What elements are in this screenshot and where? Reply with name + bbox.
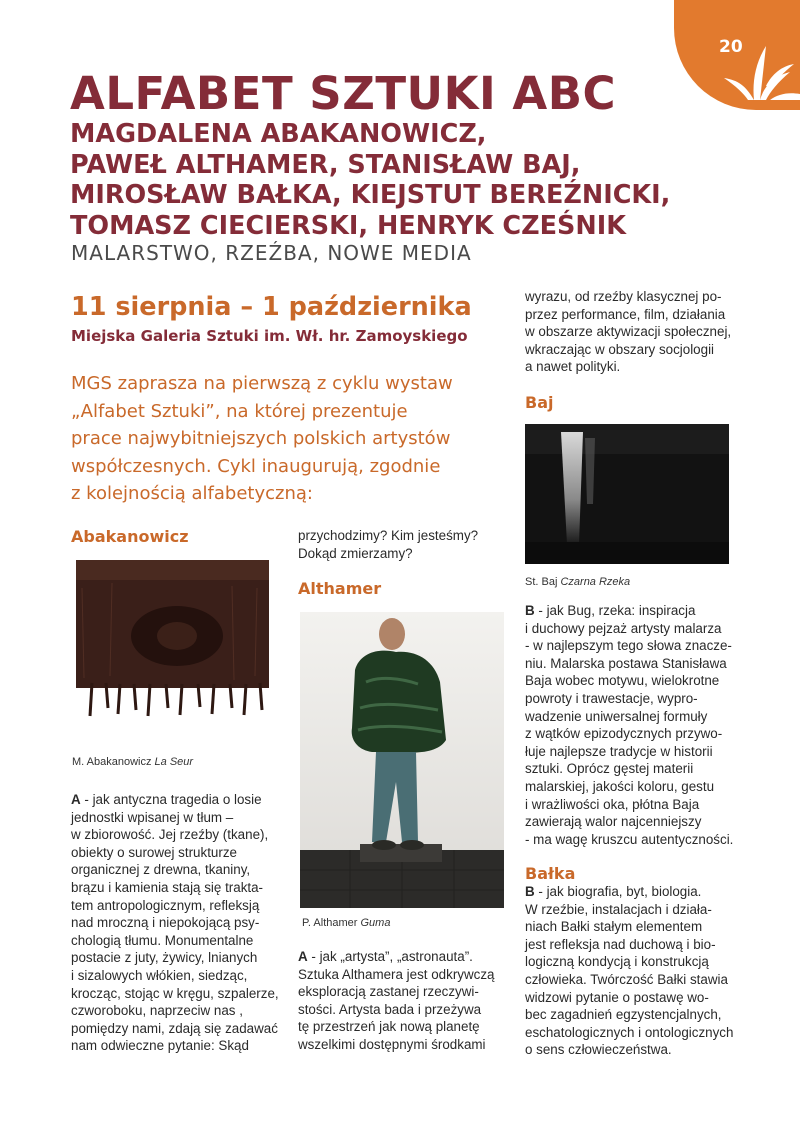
body-line: wadzenie uniwersalnej formuły	[525, 708, 708, 724]
body-line: w obszarze aktywizacji społecznej,	[525, 324, 732, 340]
body-althamer	[298, 948, 494, 1054]
artists-list	[70, 119, 670, 241]
body-balka	[525, 883, 733, 1059]
body-line: powroty i trawestacje, wypro-	[525, 690, 698, 706]
drop-letter: A	[298, 949, 308, 964]
body-line	[71, 791, 279, 809]
artwork-image-la-seur	[72, 558, 273, 718]
intro-line: współczesnych. Cykl inaugurują, zgodnie	[71, 455, 441, 477]
body-line	[525, 883, 733, 901]
body-text: - jak biografia, byt, biologia.	[534, 884, 702, 899]
caption-author: P. Althamer	[302, 917, 361, 929]
section-heading-baj: Baj	[525, 393, 554, 412]
caption-guma	[302, 917, 390, 929]
artists-line: PAWEŁ ALTHAMER, STANISŁAW BAJ,	[70, 149, 581, 180]
intro-line: „Alfabet Sztuki”, na której prezentuje	[71, 400, 408, 422]
body-line: organicznej z drewna, tkaniny,	[71, 862, 251, 878]
artists-line: MAGDALENA ABAKANOWICZ,	[70, 119, 487, 149]
body-line: krocząc, stojąc w kręgu, szpalerze,	[71, 985, 279, 1001]
body-line: eschatologicznych i ontologicznych	[525, 1024, 734, 1040]
body-line: niu. Malarska postawa Stanisława	[525, 655, 727, 671]
body-line: wszelkimi dostępnymi środkami	[298, 1036, 486, 1052]
page-title: ALFABET SZTUKI ABC	[70, 67, 617, 120]
body-line: eksploracją zastanej rzeczywi-	[298, 984, 479, 1000]
body-line: chologią tłumu. Monumentalne	[71, 932, 254, 948]
artists-line: TOMASZ CIECIERSKI, HENRYK CZEŚNIK	[70, 210, 626, 241]
body-baj	[525, 602, 733, 848]
intro-line: MGS zaprasza na pierwszą z cyklu wystaw	[71, 373, 453, 394]
body-line: niach Bałki stałym elementem	[525, 919, 703, 935]
body-text: - jak Bug, rzeka: inspiracja	[534, 603, 696, 618]
body-line: wyrazu, od rzeźby klasycznej po-	[525, 289, 722, 304]
body-line: W rzeźbie, instalacjach i działa-	[525, 901, 712, 917]
body-line: jest refleksja nad duchową i bio-	[525, 936, 716, 952]
body-line: o sens człowieczeństwa.	[525, 1042, 672, 1058]
body-line: widzowi pytanie o postawę wo-	[525, 989, 709, 1005]
drop-letter: B	[525, 603, 535, 618]
disciplines-subtitle: MALARSTWO, RZEŹBA, NOWE MEDIA	[71, 241, 472, 265]
body-line: bec zagadnień egzystencjalnych,	[525, 1007, 722, 1023]
body-line: łuje najlepsze tradycje w historii	[525, 743, 713, 759]
body-line: przychodzimy? Kim jesteśmy?	[298, 528, 479, 543]
body-line: i wrażliwości oka, płótna Baja	[525, 796, 700, 812]
body-line: Baja wobec motywu, wielokrotne	[525, 673, 720, 689]
caption-la-seur	[72, 756, 193, 768]
caption-title: Czarna Rzeka	[560, 576, 631, 588]
body-abakanowicz-continued	[298, 527, 478, 562]
body-line: obiekty o surowej strukturze	[71, 844, 237, 860]
caption-author: St. Baj	[525, 576, 561, 588]
body-line: nad mroczną i niepokojącą psy-	[71, 915, 260, 931]
body-line: w zbiorowość. Jej rzeźby (tkane),	[71, 827, 269, 843]
body-line: malarskiej, jakości koloru, gestu	[525, 778, 715, 794]
body-line: a nawet polityki.	[525, 359, 621, 375]
artwork-image-czarna-rzeka	[525, 424, 729, 564]
body-line	[525, 602, 733, 620]
caption-title: La Seur	[154, 756, 194, 768]
page-number: 20	[719, 37, 743, 57]
body-line: Dokąd zmierzamy?	[298, 545, 413, 561]
body-text: - jak „artysta”, „astronauta”.	[307, 949, 473, 964]
section-heading-balka: Bałka	[525, 864, 576, 883]
body-line: postacie z juty, żywicy, lnianych	[71, 950, 258, 966]
body-line: stości. Artysta bada i przeżywa	[298, 1001, 482, 1017]
body-line: tem antropologicznym, refleksją	[71, 897, 260, 913]
caption-title: Guma	[360, 917, 391, 929]
body-text: - jak antyczna tragedia o losie	[80, 792, 262, 807]
body-abakanowicz	[71, 791, 279, 1055]
body-line: nam odwieczne pytanie: Skąd	[71, 1038, 249, 1054]
body-line: jednostki wpisanej w tłum –	[71, 809, 234, 825]
drop-letter: B	[525, 884, 535, 899]
body-line: brązu i kamienia stają się trakta-	[71, 879, 264, 895]
intro-line: prace najwybitniejszych polskich artystów	[71, 428, 451, 449]
body-line: człowieka. Twórczość Bałki stawia	[525, 971, 728, 987]
drop-letter: A	[71, 792, 81, 807]
body-line: tę przestrzeń jak nową planetę	[298, 1019, 480, 1035]
body-line	[298, 948, 494, 966]
body-line: z wątków epizodycznych przywo-	[525, 726, 723, 742]
artwork-image-guma	[300, 612, 504, 908]
section-heading-abakanowicz: Abakanowicz	[71, 527, 189, 546]
venue-name: Miejska Galeria Sztuki im. Wł. hr. Zamoyskiego	[71, 327, 468, 345]
body-althamer-continued	[525, 288, 731, 376]
body-line: czworoboku, naprzeciw nas ,	[71, 1003, 243, 1019]
body-line: Sztuka Althamera jest odkrywczą	[298, 966, 495, 982]
body-line: sztuki. Oprócz gęstej materii	[525, 761, 694, 777]
body-line: i sizalowych włókien, siedząc,	[71, 967, 248, 983]
artists-line: MIROSŁAW BAŁKA, KIEJSTUT BEREŹNICKI,	[70, 180, 671, 210]
section-heading-althamer: Althamer	[298, 579, 382, 598]
caption-author: M. Abakanowicz	[72, 756, 155, 768]
body-line: - w najlepszym tego słowa znacze-	[525, 638, 732, 654]
body-line: - ma wagę kruszcu autentyczności.	[525, 831, 734, 847]
intro-paragraph	[71, 370, 491, 508]
caption-czarna-rzeka	[525, 576, 630, 588]
body-line: i duchowy pejzaż artysty malarza	[525, 620, 722, 636]
body-line: zawierają walor najcenniejszy	[525, 814, 702, 830]
body-line: pomiędzy nami, zdają się zadawać	[71, 1020, 278, 1036]
body-line: logiczną kondycją i konstrukcją	[525, 954, 709, 970]
body-line: wkraczając w obszary socjologii	[525, 341, 715, 357]
intro-line: z kolejnością alfabetyczną:	[71, 483, 313, 504]
body-line: przez performance, film, działania	[525, 306, 726, 322]
exhibition-dates: 11 sierpnia – 1 października	[71, 292, 472, 322]
